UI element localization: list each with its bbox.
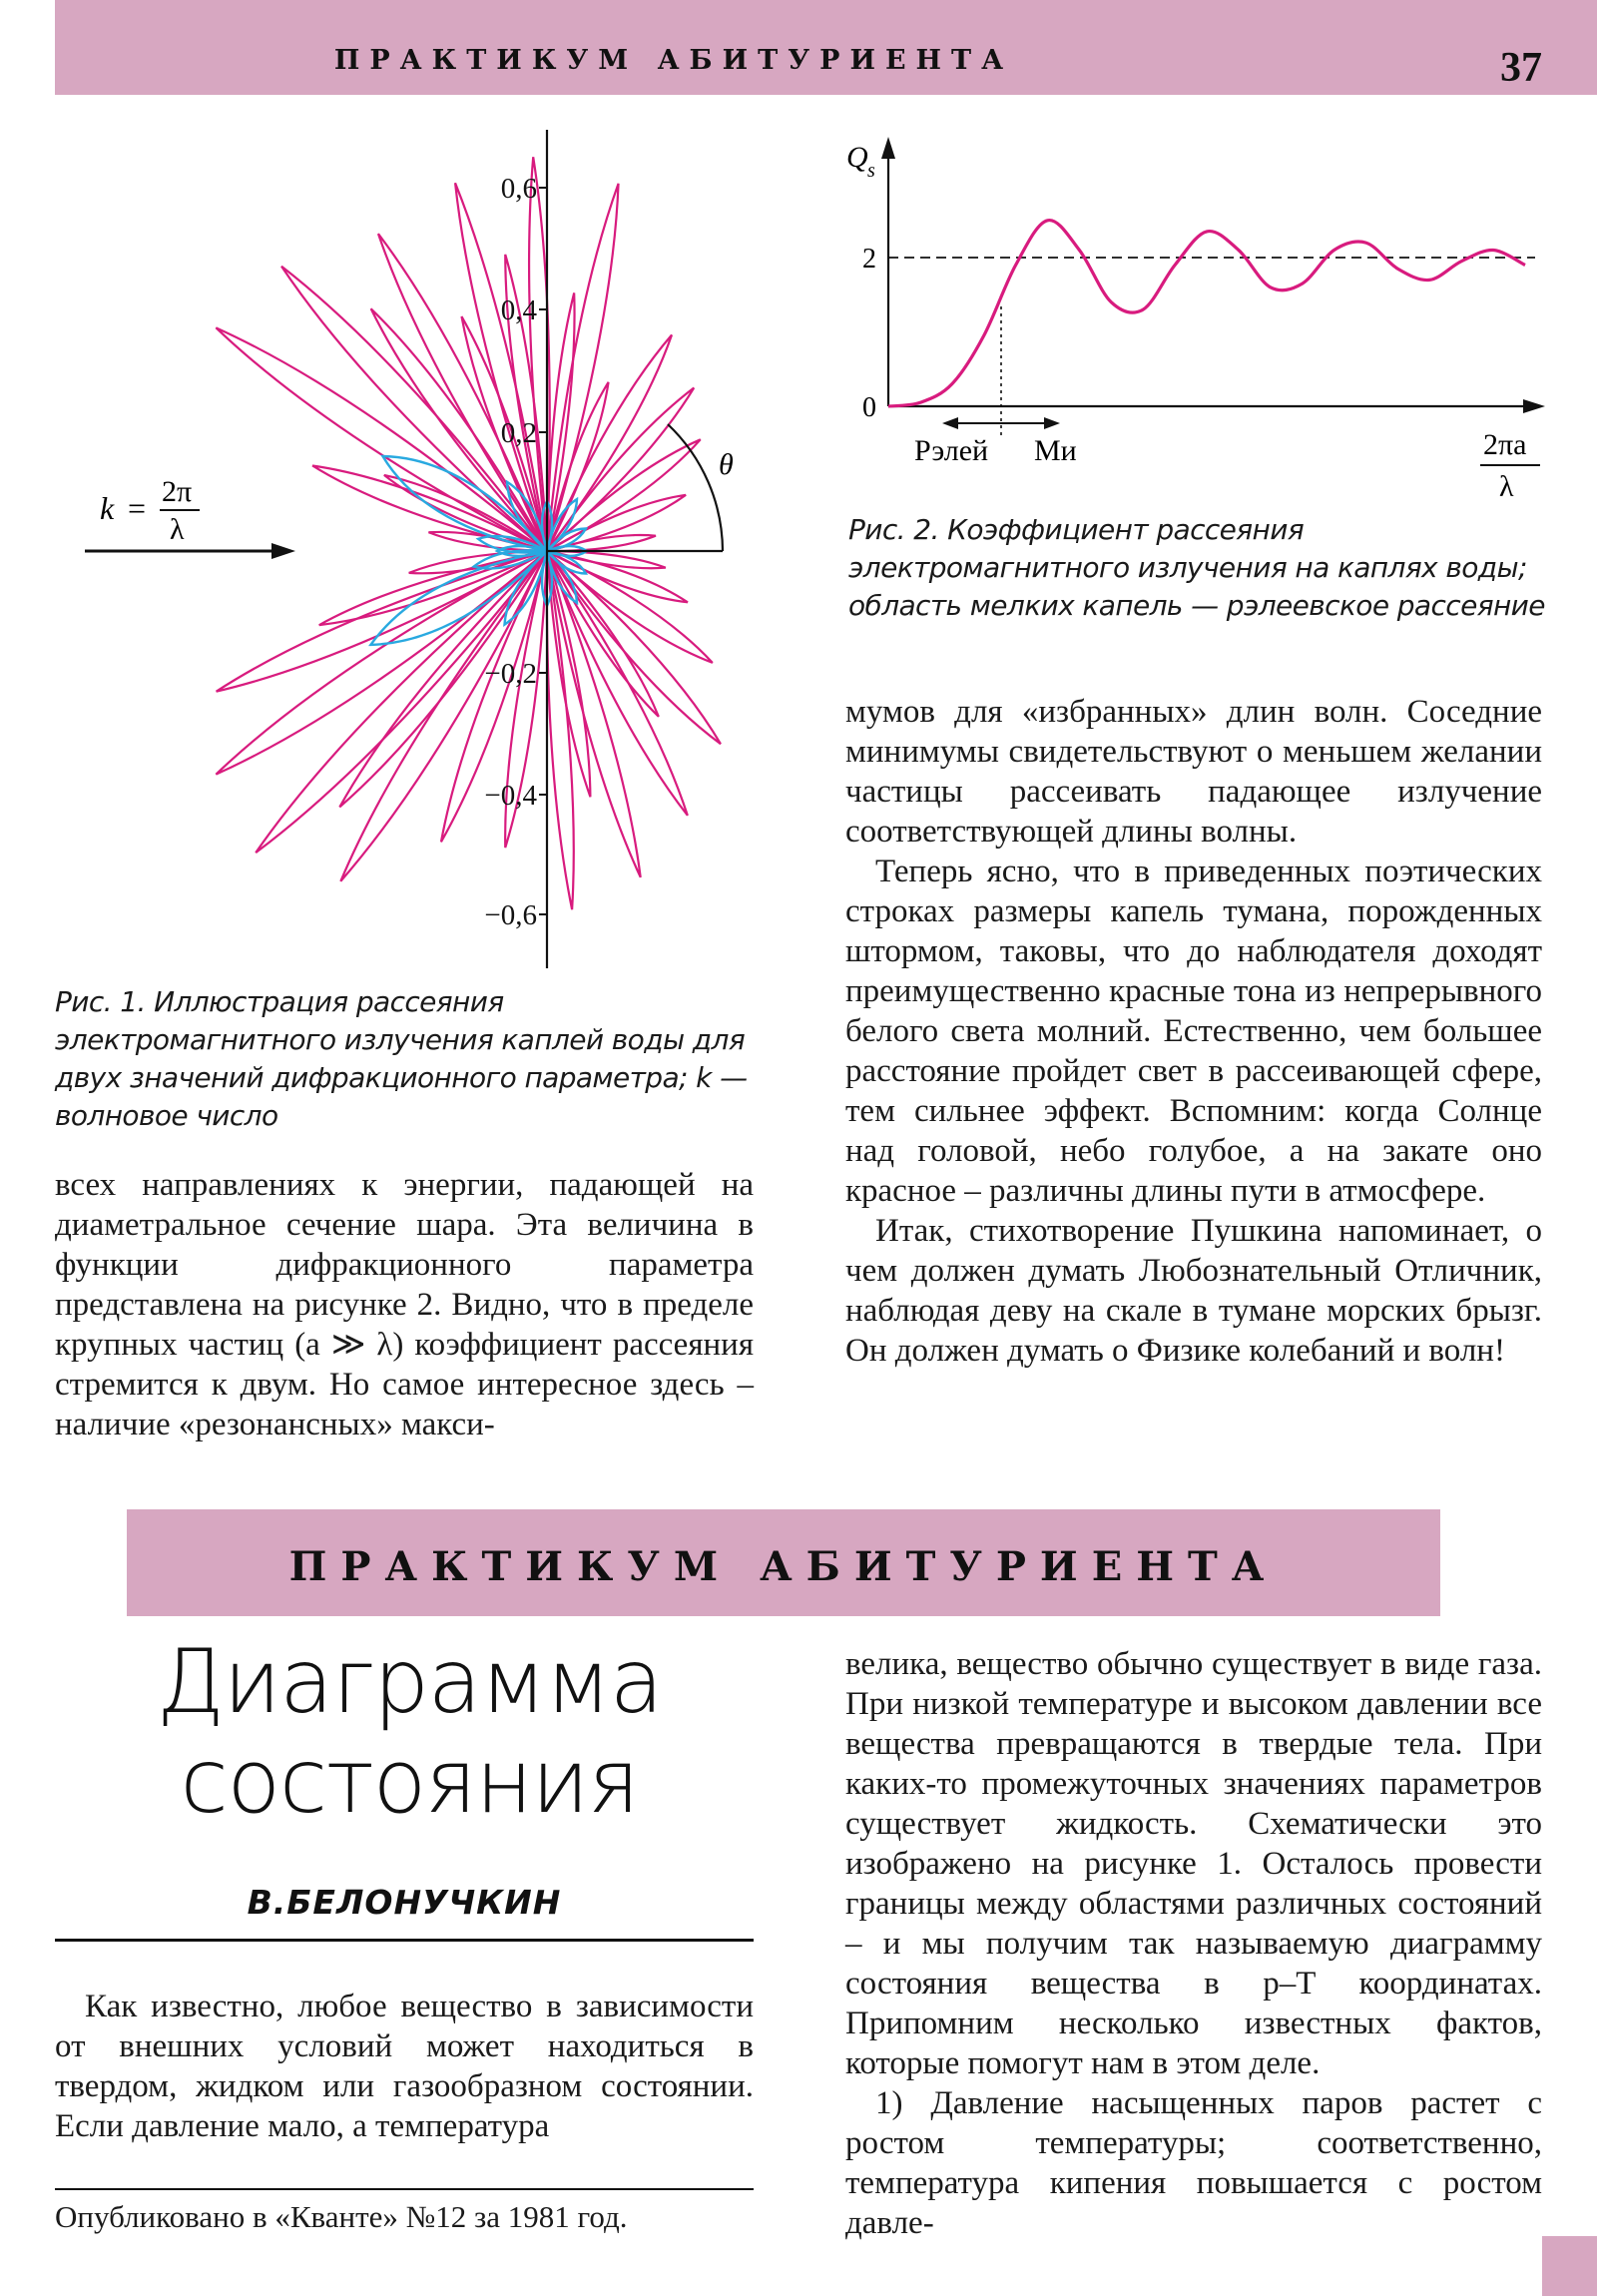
scattering-curve <box>888 221 1525 406</box>
publication-footnote: Опубликовано в «Кванте» №12 за 1981 год. <box>55 2199 628 2234</box>
body-text-left-top <box>55 1165 754 1444</box>
y-tick-2: 2 <box>862 244 876 275</box>
y-tick-label: −0,2 <box>484 658 537 690</box>
wave-number-denominator: λ <box>170 513 185 546</box>
y-tick-label: −0,4 <box>484 780 537 812</box>
body-text-right-top <box>845 692 1542 1371</box>
angle-label: θ <box>719 448 734 481</box>
article-title <box>140 1632 679 1832</box>
paragraph: всех направлениях к энергии, падающей на диаметральное сечение шара. Эта величина в функции дифракционного параметра представлена на рисунке 2. Видно, что в пределе крупных частиц (a ≫ λ) коэффициент рассеяния стремится к двум. Но самое интересное здесь – наличие «резонансных» макси- <box>55 1167 754 1442</box>
y-tick-label: 0,2 <box>500 417 537 449</box>
y-tick-label: −0,6 <box>484 899 537 931</box>
article-title-line-2: состояния <box>180 1730 639 1833</box>
page-corner-marker <box>1542 2236 1597 2296</box>
article-title-line-1: Диаграмма <box>156 1630 663 1733</box>
paragraph: мумов для «избранных» длин волн. Соседние минимумы свидетельствуют о меньшем желании частицы рассеивать падающее излучение соответствующей длины волны. <box>845 694 1542 850</box>
y-axis-label-subscript: s <box>867 160 875 182</box>
paragraph: Итак, стихотворение Пушкина напоминает, о чем должен думать Любознательный Отличник, наблюдая деву на скале в тумане морских брызг. Он должен думать о Физике колебаний и волн! <box>845 1213 1542 1369</box>
region-mie-label: Ми <box>1034 434 1077 467</box>
wave-number-equals: = <box>128 490 147 526</box>
y-tick-label: 0,4 <box>500 294 537 326</box>
scattering-lobe <box>547 551 721 744</box>
running-title: ПРАКТИКУМ АБИТУРИЕНТА <box>333 45 1014 76</box>
x-axis-arrowhead <box>1523 399 1545 413</box>
footnote-divider <box>55 2188 754 2190</box>
section-title: ПРАКТИКУМ АБИТУРИЕНТА <box>288 1543 1279 1590</box>
angle-arc <box>668 424 723 551</box>
incident-wave-arrowhead <box>271 543 295 559</box>
paragraph: Теперь ясно, что в приведенных поэтических строках размеры капель тумана, порожденных штормом, таковы, что до наблюдателя доходят преимущественно красные тона из непрерывного белого света молний. Естественно, чем большее расстояние пройдет свет в рассеивающей сфере, тем сильнее эффект. Вспомним: когда Солнце над головой, небо голубое, а на закате оно красное – различны длины пути в атмосфере. <box>845 854 1542 1209</box>
paragraph: Как известно, любое вещество в зависимости от внешних условий может находиться в твердом, жидком или газообразном состоянии. Если давление мало, а температура <box>55 1989 754 2144</box>
region-arrowhead-right <box>1044 417 1060 429</box>
region-arrowhead-left <box>942 417 958 429</box>
region-rayleigh-label: Рэлей <box>914 434 989 467</box>
paragraph: велика, вещество обычно существует в виде газа. При низкой температуре и высоком давлении все вещества превращаются в твердые тела. При каких-то промежуточных значениях параметров существует жидкость. Схематически это изображено на рисунке 1. Осталось провести границы между областями различных состояний – и мы получим так называемую диаграмму состояния вещества в p–T координатах. Припомним несколько известных фактов, которые помогут нам в этом деле. <box>845 1646 1542 2081</box>
article-author: В.БЕЛОНУЧКИН <box>247 1883 562 1922</box>
figure-1-polar-scattering <box>60 110 779 988</box>
paragraph: 1) Давление насыщенных паров растет с ростом температуры; соответственно, температура кипения повышается с ростом давле- <box>845 2085 1542 2241</box>
scattering-lobes <box>216 157 721 909</box>
figure-2-scattering-coefficient <box>836 125 1555 504</box>
wave-number-k: k <box>100 490 115 526</box>
y-axis-label: Q <box>846 141 868 174</box>
y-axis-arrowhead <box>881 137 895 159</box>
author-divider <box>55 1939 754 1942</box>
page-number: 37 <box>1500 45 1542 91</box>
y-tick-label: 0,6 <box>500 173 537 205</box>
figure-2-caption: Рис. 2. Коэффициент рассеяния электромагнитного излучения на каплях воды; область мелких капель — рэлеевское рассеяние <box>848 513 1545 622</box>
y-tick-0: 0 <box>862 392 876 423</box>
section-header <box>127 1509 1440 1616</box>
article-intro <box>55 1987 754 2146</box>
wave-number-numerator: 2π <box>162 475 193 508</box>
running-header <box>55 0 1597 95</box>
article-body-right <box>845 1644 1542 2243</box>
x-axis-label-numerator: 2πa <box>1483 428 1527 461</box>
figure-1-caption: Рис. 1. Иллюстрация рассеяния электромагнитного излучения каплей воды для двух значений дифракционного параметра; k — волновое число <box>55 985 748 1132</box>
x-axis-label-denominator: λ <box>1499 470 1514 503</box>
